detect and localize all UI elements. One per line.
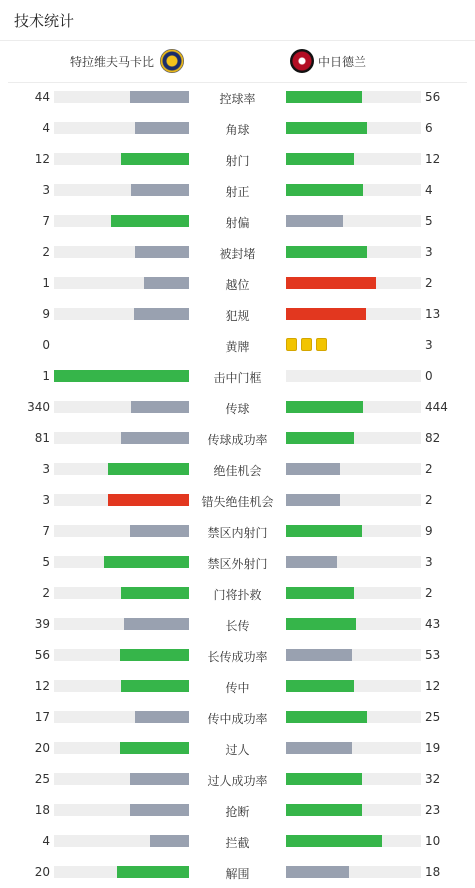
stat-label: 抢断 — [225, 805, 250, 819]
away-stat-value: 444 — [425, 400, 448, 414]
away-stat-bar-fill — [286, 91, 362, 103]
away-stat-bar-fill — [286, 122, 367, 134]
away-stat-bar-track — [286, 587, 421, 599]
home-stat-value: 1 — [42, 369, 50, 383]
home-stat-bar-track — [54, 711, 189, 723]
away-stat-bar-track — [286, 308, 421, 320]
away-stat-bar-fill — [286, 401, 363, 413]
away-stat-value: 2 — [425, 586, 433, 600]
away-stat-value: 2 — [425, 493, 433, 507]
home-stat-bar-fill — [117, 866, 189, 878]
home-stat-bar-track — [54, 401, 189, 413]
yellow-card-icon — [301, 338, 312, 351]
stat-row — [0, 391, 475, 422]
away-stat-value: 3 — [425, 245, 433, 259]
stat-row — [0, 794, 475, 825]
home-stat-bar-track — [54, 525, 189, 537]
home-stat-bar-fill — [108, 494, 189, 506]
stat-row — [0, 484, 475, 515]
home-stat-bar-fill — [134, 308, 189, 320]
stat-row — [0, 81, 475, 112]
stat-label: 禁区内射门 — [207, 526, 268, 540]
stat-label: 射正 — [225, 185, 250, 199]
away-stat-value: 6 — [425, 121, 433, 135]
home-stat-value: 1 — [42, 276, 50, 290]
away-stat-bar-track — [286, 463, 421, 475]
away-stat-value: 12 — [425, 679, 441, 693]
away-stat-value: 5 — [425, 214, 433, 228]
home-stat-bar-fill — [150, 835, 189, 847]
home-stat-bar-fill — [120, 742, 189, 754]
away-stat-bar-fill — [286, 246, 367, 258]
away-stat-value: 4 — [425, 183, 433, 197]
home-stat-bar-track — [54, 494, 189, 506]
stat-row — [0, 236, 475, 267]
away-stat-bar-fill — [286, 153, 354, 165]
home-stat-bar-fill — [124, 618, 189, 630]
away-stat-value: 12 — [425, 152, 441, 166]
away-stat-value: 9 — [425, 524, 433, 538]
home-stat-value: 0 — [42, 338, 50, 352]
away-stat-bar-track — [286, 525, 421, 537]
away-stat-bar-track — [286, 122, 421, 134]
home-stat-value: 12 — [34, 679, 50, 693]
away-stat-value: 19 — [425, 741, 441, 755]
home-stat-bar-fill — [108, 463, 189, 475]
page-title: 技术统计 — [14, 12, 75, 30]
away-stat-bar-track — [286, 866, 421, 878]
home-stat-bar-fill — [130, 773, 189, 785]
stat-label: 击中门框 — [213, 371, 262, 385]
home-team — [70, 49, 184, 73]
away-stat-value: 3 — [425, 338, 433, 352]
home-stat-value: 4 — [42, 121, 50, 135]
home-stat-bar-track — [54, 370, 189, 382]
stat-row — [0, 825, 475, 856]
stat-label: 犯规 — [225, 309, 250, 323]
away-stat-value: 23 — [425, 803, 441, 817]
away-stat-bar-fill — [286, 680, 354, 692]
stat-row — [0, 112, 475, 143]
away-stat-bar-fill — [286, 215, 343, 227]
stat-row — [0, 763, 475, 794]
home-stat-bar-track — [54, 277, 189, 289]
stat-row — [0, 453, 475, 484]
away-stat-bar-fill — [286, 649, 352, 661]
away-stat-bar-track — [286, 556, 421, 568]
home-stat-bar-fill — [131, 401, 189, 413]
home-stat-bar-fill — [121, 432, 189, 444]
teams-row — [8, 41, 467, 83]
home-stat-bar-track — [54, 618, 189, 630]
away-stat-bar-track — [286, 277, 421, 289]
away-stat-value: 56 — [425, 90, 441, 104]
away-stat-value: 18 — [425, 865, 441, 879]
home-stat-bar-track — [54, 308, 189, 320]
stat-label: 传中成功率 — [207, 712, 268, 726]
away-stat-bar-track — [286, 618, 421, 630]
home-stat-bar-fill — [104, 556, 189, 568]
stat-label: 射门 — [225, 154, 250, 168]
away-stat-bar-fill — [286, 556, 337, 568]
home-stat-bar-track — [54, 215, 189, 227]
home-stat-bar-track — [54, 122, 189, 134]
home-stat-bar-track — [54, 742, 189, 754]
home-stat-bar-track — [54, 246, 189, 258]
stat-label: 越位 — [225, 278, 250, 292]
home-stat-value: 39 — [34, 617, 50, 631]
home-stat-bar-track — [54, 649, 189, 661]
away-stat-bar-track — [286, 432, 421, 444]
home-stat-value: 9 — [42, 307, 50, 321]
away-stat-value: 13 — [425, 307, 441, 321]
away-stat-value: 0 — [425, 369, 433, 383]
stat-label: 错失绝佳机会 — [201, 495, 274, 509]
stat-label: 角球 — [225, 123, 250, 137]
home-stat-value: 2 — [42, 586, 50, 600]
stat-row — [0, 546, 475, 577]
home-stat-value: 20 — [34, 865, 50, 879]
away-stat-bar-fill — [286, 494, 340, 506]
stat-row — [0, 608, 475, 639]
home-team-badge-icon — [160, 49, 184, 73]
home-stat-bar-fill — [135, 246, 189, 258]
away-stat-value: 2 — [425, 276, 433, 290]
away-stat-bar-fill — [286, 804, 362, 816]
away-stat-bar-track — [286, 91, 421, 103]
away-stat-bar-track — [286, 835, 421, 847]
home-stat-bar-track — [54, 463, 189, 475]
away-stat-bar-fill — [286, 277, 376, 289]
away-stat-value: 25 — [425, 710, 441, 724]
away-team — [290, 49, 366, 73]
home-stat-bar-fill — [130, 804, 189, 816]
away-stat-bar-track — [286, 153, 421, 165]
stat-row — [0, 143, 475, 174]
stat-row — [0, 670, 475, 701]
away-stat-bar-fill — [286, 587, 354, 599]
home-stat-bar-track — [54, 835, 189, 847]
away-stat-bar-track — [286, 680, 421, 692]
home-stat-bar-fill — [144, 277, 189, 289]
away-stat-bar-track — [286, 215, 421, 227]
away-stat-bar-fill — [286, 866, 349, 878]
home-stat-value: 25 — [34, 772, 50, 786]
home-stat-bar-fill — [121, 153, 189, 165]
away-stat-bar-track — [286, 804, 421, 816]
away-yellow-cards — [286, 338, 327, 351]
stat-row — [0, 422, 475, 453]
home-stat-bar-fill — [121, 680, 189, 692]
home-stat-bar-track — [54, 773, 189, 785]
home-stat-value: 2 — [42, 245, 50, 259]
home-stat-bar-fill — [131, 184, 189, 196]
stat-row — [0, 701, 475, 732]
stat-row — [0, 360, 475, 391]
away-team-badge-icon — [290, 49, 314, 73]
away-stat-bar-track — [286, 370, 421, 382]
stat-label: 过人 — [225, 743, 250, 757]
away-team-name: 中日德兰 — [318, 54, 367, 69]
home-stat-bar-fill — [54, 370, 189, 382]
away-stat-bar-track — [286, 711, 421, 723]
away-stat-bar-track — [286, 742, 421, 754]
stat-label: 绝佳机会 — [213, 464, 262, 478]
away-stat-bar-fill — [286, 463, 340, 475]
away-stat-value: 2 — [425, 462, 433, 476]
home-stat-bar-track — [54, 587, 189, 599]
home-stat-value: 5 — [42, 555, 50, 569]
away-stat-bar-fill — [286, 711, 367, 723]
stat-row — [0, 856, 475, 887]
home-stat-value: 44 — [34, 90, 50, 104]
home-stat-bar-track — [54, 556, 189, 568]
away-stat-value: 3 — [425, 555, 433, 569]
away-stat-bar-fill — [286, 525, 362, 537]
home-stat-bar-fill — [130, 91, 189, 103]
home-stat-bar-fill — [121, 587, 189, 599]
away-stat-value: 43 — [425, 617, 441, 631]
away-stat-bar-fill — [286, 618, 356, 630]
stat-label: 传球 — [225, 402, 250, 416]
away-stat-value: 82 — [425, 431, 441, 445]
away-stat-bar-track — [286, 401, 421, 413]
stat-label: 长传成功率 — [207, 650, 268, 664]
stat-row — [0, 298, 475, 329]
home-stat-bar-track — [54, 153, 189, 165]
home-stat-value: 3 — [42, 462, 50, 476]
home-stat-value: 81 — [34, 431, 50, 445]
home-stat-bar-track — [54, 680, 189, 692]
away-stat-bar-track — [286, 494, 421, 506]
stat-label: 长传 — [225, 619, 250, 633]
stat-row — [0, 267, 475, 298]
away-stat-bar-track — [286, 246, 421, 258]
away-stat-bar-track — [286, 649, 421, 661]
home-stat-value: 20 — [34, 741, 50, 755]
stats-list — [0, 81, 475, 887]
home-stat-value: 18 — [34, 803, 50, 817]
away-stat-bar-fill — [286, 308, 366, 320]
home-stat-value: 4 — [42, 834, 50, 848]
home-stat-value: 3 — [42, 493, 50, 507]
home-stat-value: 340 — [27, 400, 50, 414]
stat-row — [0, 577, 475, 608]
home-stat-value: 3 — [42, 183, 50, 197]
stat-label: 拦截 — [225, 836, 250, 850]
home-stat-value: 56 — [34, 648, 50, 662]
away-stat-bar-fill — [286, 432, 354, 444]
stat-row — [0, 329, 475, 360]
yellow-card-icon — [316, 338, 327, 351]
stat-row — [0, 515, 475, 546]
home-stat-bar-track — [54, 804, 189, 816]
stat-row — [0, 205, 475, 236]
stats-header — [0, 0, 475, 41]
stat-label: 控球率 — [219, 92, 256, 106]
home-stat-bar-fill — [135, 122, 189, 134]
yellow-card-icon — [286, 338, 297, 351]
stat-label: 门将扑救 — [213, 588, 262, 602]
stat-label: 被封堵 — [219, 247, 256, 261]
home-stat-bar-fill — [135, 711, 189, 723]
away-stat-bar-track — [286, 773, 421, 785]
away-stat-value: 53 — [425, 648, 441, 662]
away-stat-bar-fill — [286, 835, 382, 847]
stat-row — [0, 639, 475, 670]
away-stat-value: 32 — [425, 772, 441, 786]
away-stat-bar-fill — [286, 742, 352, 754]
home-stat-bar-fill — [111, 215, 189, 227]
stat-label: 黄牌 — [225, 340, 250, 354]
home-stat-bar-track — [54, 91, 189, 103]
home-stat-bar-track — [54, 184, 189, 196]
away-stat-bar-fill — [286, 184, 363, 196]
home-stat-value: 7 — [42, 524, 50, 538]
stat-label: 解围 — [225, 867, 250, 881]
away-stat-bar-fill — [286, 773, 362, 785]
stat-label: 传中 — [225, 681, 250, 695]
away-stat-bar-track — [286, 184, 421, 196]
home-stat-bar-fill — [130, 525, 189, 537]
stat-label: 射偏 — [225, 216, 250, 230]
stat-row — [0, 732, 475, 763]
stat-label: 传球成功率 — [207, 433, 268, 447]
home-team-name: 特拉维夫马卡比 — [69, 54, 154, 69]
away-stat-value: 10 — [425, 834, 441, 848]
stat-label: 过人成功率 — [207, 774, 268, 788]
home-stat-value: 7 — [42, 214, 50, 228]
home-stat-bar-track — [54, 432, 189, 444]
stat-row — [0, 174, 475, 205]
home-stat-bar-fill — [120, 649, 189, 661]
home-stat-value: 17 — [34, 710, 50, 724]
stat-label: 禁区外射门 — [207, 557, 268, 571]
home-stat-bar-track — [54, 866, 189, 878]
home-stat-value: 12 — [34, 152, 50, 166]
